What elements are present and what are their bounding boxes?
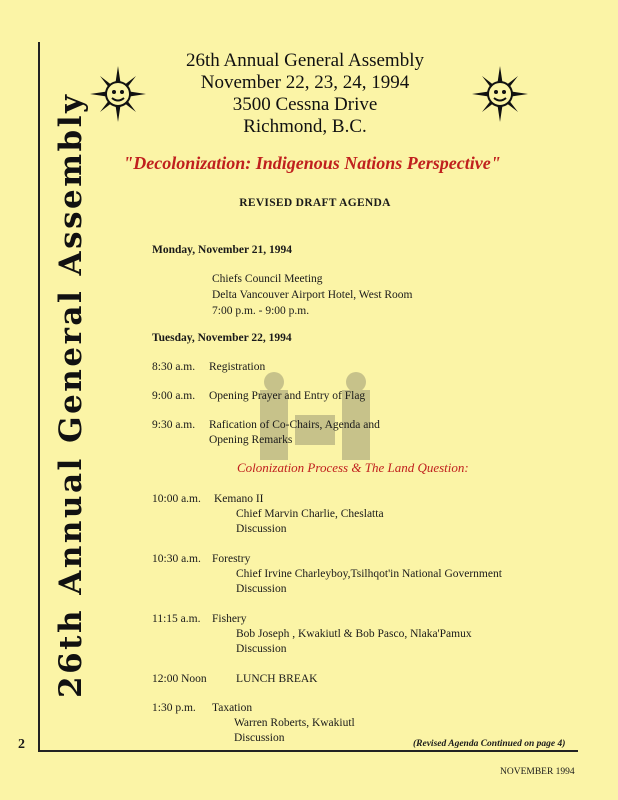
compass-emblem-icon [472, 66, 528, 122]
footer-date: NOVEMBER 1994 [500, 767, 575, 777]
session-speaker: Chief Marvin Charlie, Cheslatta [236, 508, 384, 520]
monday-date: Monday, November 21, 1994 [152, 244, 293, 256]
session-title: Kemano II [214, 493, 264, 505]
session-speaker: Bob Joseph , Kwakiutl & Bob Pasco, Nlaka'Pamux [236, 628, 472, 640]
header-dates: November 22, 23, 24, 1994 [200, 72, 410, 93]
header-title: 26th Annual General Assembly [186, 50, 424, 71]
agenda-item-title: Opening Prayer and Entry of Flag [209, 390, 366, 402]
session-note: Discussion [236, 583, 287, 595]
header-city: Richmond, B.C. [243, 116, 367, 137]
session-note: Discussion [236, 643, 287, 655]
session-note: Discussion [236, 523, 287, 535]
session-title: Taxation [212, 702, 253, 714]
session-time: 11:15 a.m. [152, 613, 201, 625]
theme-heading: "Decolonization: Indigenous Nations Perspective" [123, 153, 501, 173]
continued-note: (Revised Agenda Continued on page 4) [413, 739, 566, 749]
session-note: Discussion [234, 732, 285, 744]
agenda-time: 8:30 a.m. [152, 361, 196, 373]
compass-emblem-icon [90, 66, 146, 122]
section-heading: Colonization Process & The Land Question: [237, 460, 469, 475]
header-address: 3500 Cessna Drive [232, 94, 378, 115]
session-title: Forestry [212, 553, 251, 565]
session-title: LUNCH BREAK [236, 673, 318, 685]
assembly-header [160, 50, 450, 138]
agenda-item-title-cont: Opening Remarks [209, 434, 293, 446]
monday-line-3: 7:00 p.m. - 9:00 p.m. [212, 305, 310, 317]
session-time: 1:30 p.m. [152, 702, 196, 714]
agenda-item-title: Rafication of Co-Chairs, Agenda and [209, 419, 380, 431]
monday-line-1: Chiefs Council Meeting [212, 273, 323, 285]
left-rule [38, 42, 40, 750]
agenda-time: 9:30 a.m. [152, 419, 196, 431]
session-time: 10:00 a.m. [152, 493, 201, 505]
tuesday-date: Tuesday, November 22, 1994 [152, 332, 292, 344]
session-speaker: Chief Irvine Charleyboy,Tsilhqot'in National Government [236, 568, 502, 580]
monday-line-2: Delta Vancouver Airport Hotel, West Room [212, 289, 413, 301]
agenda-item-title: Registration [209, 361, 266, 373]
session-time: 12:00 Noon [152, 673, 207, 685]
session-speaker: Warren Roberts, Kwakiutl [234, 717, 355, 729]
agenda-title: REVISED DRAFT AGENDA [239, 197, 391, 209]
session-title: Fishery [212, 613, 247, 625]
agenda-time: 9:00 a.m. [152, 390, 196, 402]
page-number: 2 [18, 737, 25, 752]
vertical-title: 26th Annual General Assembly [53, 92, 89, 698]
session-time: 10:30 a.m. [152, 553, 201, 565]
bottom-rule [38, 750, 578, 752]
